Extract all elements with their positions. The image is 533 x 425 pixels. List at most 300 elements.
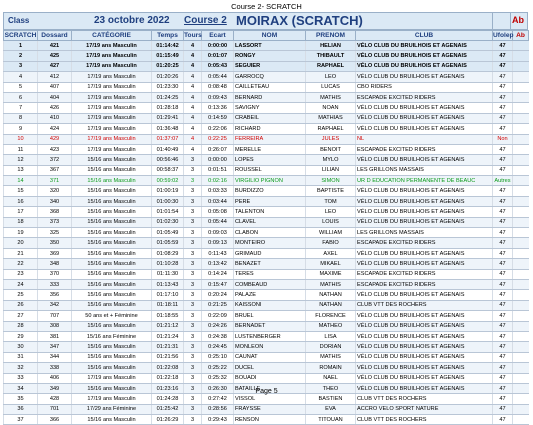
- bib-cell: 423: [38, 144, 72, 154]
- ufolep-cell: 47: [493, 300, 513, 310]
- club-cell: ESCAPADE EXCITED RIDERS: [356, 269, 493, 279]
- club-cell: VÉLO CLUB DU BRUILHOIS ET AGENAIS: [356, 217, 493, 227]
- ufolep-cell: 47: [493, 331, 513, 341]
- table-row: [4, 155, 529, 165]
- first-name-cell: NATHAN: [306, 300, 356, 310]
- last-name-cell: ROUSSEL: [234, 165, 306, 175]
- table-row: [4, 300, 529, 310]
- ufolep-cell: 47: [493, 155, 513, 165]
- laps-cell: 4: [184, 61, 202, 71]
- ab-cell: [513, 228, 529, 238]
- table-row: [4, 331, 529, 341]
- ab-cell: [513, 404, 529, 414]
- category-cell: 17/19 ans Masculin: [72, 51, 152, 61]
- club-cell: VÉLO CLUB DU BRUILHOIS ET AGENAIS: [356, 363, 493, 373]
- ab-cell: [513, 394, 529, 404]
- first-name-cell: RAPHAEL: [306, 124, 356, 134]
- col-header: NOM: [234, 31, 306, 41]
- table-row: [4, 186, 529, 196]
- bib-cell: 320: [38, 186, 72, 196]
- table-row: [4, 321, 529, 331]
- last-name-cell: CRABEIL: [234, 113, 306, 123]
- gap-cell: 0:08:48: [202, 82, 234, 92]
- table-row: [4, 217, 529, 227]
- gap-cell: 0:13:42: [202, 259, 234, 269]
- bib-cell: 347: [38, 342, 72, 352]
- first-name-cell: NOAN: [306, 103, 356, 113]
- category-cell: 50 ans et + Féminine: [72, 311, 152, 321]
- first-name-cell: BAPTISTE: [306, 186, 356, 196]
- laps-cell: 3: [184, 331, 202, 341]
- club-cell: VÉLO CLUB DU BRUILHOIS ET AGENAIS: [356, 186, 493, 196]
- ufolep-cell: 47: [493, 103, 513, 113]
- club-cell: VÉLO CLUB DU BRUILHOIS ET AGENAIS: [356, 321, 493, 331]
- bib-cell: 349: [38, 383, 72, 393]
- gap-cell: 0:09:13: [202, 238, 234, 248]
- laps-cell: 3: [184, 207, 202, 217]
- club-cell: VÉLO CLUB DU BRUILHOIS ET AGENAIS: [356, 352, 493, 362]
- table-row: [4, 176, 529, 186]
- gap-cell: 0:05:43: [202, 61, 234, 71]
- first-name-cell: EVA: [306, 404, 356, 414]
- bib-cell: 372: [38, 155, 72, 165]
- laps-cell: 3: [184, 373, 202, 383]
- ufolep-cell: 47: [493, 228, 513, 238]
- ufolep-cell: 47: [493, 196, 513, 206]
- table-row: [4, 165, 529, 175]
- rank-cell: 34: [4, 383, 38, 393]
- laps-cell: 4: [184, 92, 202, 102]
- gap-cell: 0:27:42: [202, 394, 234, 404]
- laps-cell: 4: [184, 41, 202, 51]
- ufolep-cell: 47: [493, 311, 513, 321]
- last-name-cell: CAILLETEAU: [234, 82, 306, 92]
- gap-cell: 0:03:44: [202, 196, 234, 206]
- last-name-cell: BATAILLE: [234, 383, 306, 393]
- category-cell: 15/16 ans Masculin: [72, 363, 152, 373]
- time-cell: 01:21:12: [152, 321, 184, 331]
- last-name-cell: BURDIZZO: [234, 186, 306, 196]
- ab-cell: [513, 186, 529, 196]
- bib-cell: 342: [38, 300, 72, 310]
- gap-cell: 0:22:09: [202, 311, 234, 321]
- time-cell: 01:22:18: [152, 373, 184, 383]
- gap-cell: 0:24:45: [202, 342, 234, 352]
- ufolep-cell: 47: [493, 352, 513, 362]
- bib-cell: 701: [38, 404, 72, 414]
- bib-cell: 366: [38, 415, 72, 425]
- first-name-cell: JULES: [306, 134, 356, 144]
- rank-cell: 36: [4, 404, 38, 414]
- bib-cell: 371: [38, 176, 72, 186]
- gap-cell: 0:26:30: [202, 383, 234, 393]
- first-name-cell: BENOIT: [306, 144, 356, 154]
- last-name-cell: KAISSONI: [234, 300, 306, 310]
- first-name-cell: MATHIS: [306, 279, 356, 289]
- ufolep-cell: 47: [493, 113, 513, 123]
- last-name-cell: CAUNAT: [234, 352, 306, 362]
- last-name-cell: BENAZET: [234, 259, 306, 269]
- club-cell: VÉLO CLUB DU BRUILHOIS ET AGENAIS: [356, 290, 493, 300]
- rank-cell: 14: [4, 176, 38, 186]
- category-cell: 17/19 ans Masculin: [72, 41, 152, 51]
- rank-cell: 6: [4, 92, 38, 102]
- rank-cell: 17: [4, 207, 38, 217]
- laps-cell: 3: [184, 352, 202, 362]
- title-banner: [3, 12, 528, 30]
- ab-cell: [513, 363, 529, 373]
- rank-cell: 23: [4, 269, 38, 279]
- results-table: [3, 30, 529, 425]
- ufolep-cell: 47: [493, 269, 513, 279]
- gap-cell: 0:00:00: [202, 155, 234, 165]
- last-name-cell: FRAYSSE: [234, 404, 306, 414]
- ab-cell: [513, 352, 529, 362]
- time-cell: 01:00:30: [152, 196, 184, 206]
- laps-cell: 4: [184, 103, 202, 113]
- table-row: [4, 72, 529, 82]
- gap-cell: 0:22:25: [202, 134, 234, 144]
- col-header: Ufolep: [493, 32, 514, 39]
- ufolep-cell: 47: [493, 415, 513, 425]
- ab-cell: [513, 155, 529, 165]
- bib-cell: 348: [38, 259, 72, 269]
- last-name-cell: RONGY: [234, 51, 306, 61]
- first-name-cell: FLORENCE: [306, 311, 356, 321]
- first-name-cell: RAPHAEL: [306, 61, 356, 71]
- bib-cell: 350: [38, 238, 72, 248]
- laps-cell: 4: [184, 51, 202, 61]
- category-cell: 15/16 ans Masculin: [72, 290, 152, 300]
- first-name-cell: SIMON: [306, 176, 356, 186]
- laps-cell: 3: [184, 269, 202, 279]
- ab-cell: [513, 61, 529, 71]
- gap-cell: 0:22:06: [202, 124, 234, 134]
- time-cell: 01:01:54: [152, 207, 184, 217]
- col-header: Temps: [152, 31, 184, 41]
- bib-cell: 406: [38, 373, 72, 383]
- table-row: [4, 279, 529, 289]
- bib-cell: 356: [38, 290, 72, 300]
- bib-cell: 425: [38, 51, 72, 61]
- table-row: [4, 92, 529, 102]
- time-cell: 01:21:24: [152, 331, 184, 341]
- time-cell: 01:02:30: [152, 217, 184, 227]
- laps-cell: 3: [184, 248, 202, 258]
- ab-cell: [513, 165, 529, 175]
- last-name-cell: RENSON: [234, 415, 306, 425]
- bib-cell: 381: [38, 331, 72, 341]
- ab-cell: [513, 248, 529, 258]
- table-row: [4, 134, 529, 144]
- rank-cell: 24: [4, 279, 38, 289]
- category-cell: 15/16 ans Masculin: [72, 207, 152, 217]
- bib-cell: 369: [38, 248, 72, 258]
- rank-cell: 5: [4, 82, 38, 92]
- ufolep-cell: 47: [493, 82, 513, 92]
- ufolep-cell: 47: [493, 373, 513, 383]
- club-cell: NL: [356, 134, 493, 144]
- time-cell: 01:17:10: [152, 290, 184, 300]
- first-name-cell: MATHIS: [306, 352, 356, 362]
- laps-cell: 3: [184, 415, 202, 425]
- bib-cell: 428: [38, 394, 72, 404]
- rank-cell: 13: [4, 165, 38, 175]
- first-name-cell: MIKAEL: [306, 259, 356, 269]
- ufolep-cell: 47: [493, 217, 513, 227]
- table-row: [4, 259, 529, 269]
- time-cell: 01:21:56: [152, 352, 184, 362]
- course-label: Course 2: [184, 15, 227, 26]
- gap-cell: 0:09:03: [202, 228, 234, 238]
- rank-cell: 35: [4, 394, 38, 404]
- laps-cell: 3: [184, 259, 202, 269]
- table-row: [4, 124, 529, 134]
- bib-cell: 368: [38, 207, 72, 217]
- time-cell: 01:24:25: [152, 92, 184, 102]
- ufolep-cell: 47: [493, 165, 513, 175]
- last-name-cell: CLABON: [234, 228, 306, 238]
- gap-cell: 0:25:10: [202, 352, 234, 362]
- table-row: [4, 61, 529, 71]
- first-name-cell: HELIAN: [306, 41, 356, 51]
- table-row: [4, 404, 529, 414]
- laps-cell: 3: [184, 404, 202, 414]
- time-cell: 01:10:28: [152, 259, 184, 269]
- laps-cell: 3: [184, 383, 202, 393]
- category-cell: 17/19 ans Masculin: [72, 113, 152, 123]
- gap-cell: 0:13:36: [202, 103, 234, 113]
- table-row: [4, 196, 529, 206]
- ab-cell: [513, 331, 529, 341]
- gap-cell: 0:02:16: [202, 176, 234, 186]
- gap-cell: 0:00:00: [202, 41, 234, 51]
- bib-cell: 426: [38, 103, 72, 113]
- first-name-cell: THEO: [306, 383, 356, 393]
- laps-cell: 3: [184, 217, 202, 227]
- laps-cell: 3: [184, 311, 202, 321]
- first-name-cell: TITOUAN: [306, 415, 356, 425]
- ufolep-cell: 47: [493, 61, 513, 71]
- ab-cell: [513, 373, 529, 383]
- ufolep-cell: 47: [493, 72, 513, 82]
- rank-cell: 16: [4, 196, 38, 206]
- col-header: Ab: [513, 31, 529, 41]
- time-cell: 01:15:49: [152, 51, 184, 61]
- last-name-cell: LUSTENBERGER: [234, 331, 306, 341]
- bib-cell: 427: [38, 61, 72, 71]
- first-name-cell: MATHEO: [306, 321, 356, 331]
- ufolep-cell: 47: [493, 238, 513, 248]
- rank-cell: 20: [4, 238, 38, 248]
- time-cell: 01:11:30: [152, 269, 184, 279]
- rank-cell: 7: [4, 103, 38, 113]
- first-name-cell: LEO: [306, 207, 356, 217]
- category-cell: 15/16 ans Masculin: [72, 321, 152, 331]
- time-cell: 01:25:42: [152, 404, 184, 414]
- rank-cell: 31: [4, 352, 38, 362]
- ab-cell: [513, 72, 529, 82]
- laps-cell: 3: [184, 228, 202, 238]
- bib-cell: 429: [38, 134, 72, 144]
- last-name-cell: DUCEL: [234, 363, 306, 373]
- time-cell: 00:58:37: [152, 165, 184, 175]
- banner-divider: [492, 13, 493, 29]
- category-cell: 17/29 ans Féminine: [72, 404, 152, 414]
- time-cell: 01:24:28: [152, 394, 184, 404]
- gap-cell: 0:25:32: [202, 373, 234, 383]
- ufolep-cell: 47: [493, 248, 513, 258]
- table-row: [4, 373, 529, 383]
- last-name-cell: MONTEIRO: [234, 238, 306, 248]
- laps-cell: 3: [184, 300, 202, 310]
- ufolep-cell: Non: [493, 134, 513, 144]
- rank-cell: 18: [4, 217, 38, 227]
- gap-cell: 0:26:07: [202, 144, 234, 154]
- table-row: [4, 238, 529, 248]
- time-cell: 01:23:30: [152, 82, 184, 92]
- last-name-cell: CLAVEL: [234, 217, 306, 227]
- bib-cell: 407: [38, 82, 72, 92]
- first-name-cell: LEO: [306, 72, 356, 82]
- club-cell: VÉLO CLUB DU BRUILHOIS ET AGENAIS: [356, 259, 493, 269]
- table-row: [4, 415, 529, 425]
- ab-cell: [513, 51, 529, 61]
- ab-cell: [513, 144, 529, 154]
- ab-cell: [513, 113, 529, 123]
- gap-cell: 0:24:26: [202, 321, 234, 331]
- table-row: [4, 269, 529, 279]
- club-cell: VÉLO CLUB DU BRUILHOIS ET AGENAIS: [356, 207, 493, 217]
- bib-cell: 325: [38, 228, 72, 238]
- bib-cell: 370: [38, 269, 72, 279]
- col-header: Ecart: [202, 31, 234, 41]
- laps-cell: 3: [184, 165, 202, 175]
- table-row: [4, 248, 529, 258]
- ab-cell: [513, 238, 529, 248]
- bib-cell: 421: [38, 41, 72, 51]
- last-name-cell: GRIMAUD: [234, 248, 306, 258]
- club-cell: UR D EDUCATION PERMANENTE DE BEAUC: [356, 176, 493, 186]
- col-header: CATÉGORIE: [72, 31, 152, 41]
- category-cell: 15/16 ans Masculin: [72, 415, 152, 425]
- club-cell: VÉLO CLUB DU BRUILHOIS ET AGENAIS: [356, 113, 493, 123]
- laps-cell: 4: [184, 134, 202, 144]
- club-cell: VÉLO CLUB DU BRUILHOIS ET AGENAIS: [356, 196, 493, 206]
- page-caption: Course 2- SCRATCH: [231, 2, 302, 11]
- time-cell: 01:18:11: [152, 300, 184, 310]
- club-cell: VÉLO CLUB DU BRUILHOIS ET AGENAIS: [356, 331, 493, 341]
- gap-cell: 0:09:43: [202, 92, 234, 102]
- category-cell: 15/16 ans Masculin: [72, 196, 152, 206]
- race-date: 23 octobre 2022: [94, 15, 170, 26]
- laps-cell: 3: [184, 238, 202, 248]
- rank-cell: 37: [4, 415, 38, 425]
- table-row: [4, 290, 529, 300]
- category-cell: 15/16 ans Masculin: [72, 352, 152, 362]
- gap-cell: 0:24:38: [202, 331, 234, 341]
- table-row: [4, 144, 529, 154]
- ufolep-cell: 47: [493, 342, 513, 352]
- ufolep-cell: 47: [493, 186, 513, 196]
- ufolep-cell: Autres: [493, 176, 513, 186]
- club-cell: LES GRILLONS MASSAIS: [356, 165, 493, 175]
- col-header: Tours: [184, 32, 202, 39]
- bib-cell: 367: [38, 165, 72, 175]
- first-name-cell: MATHIAS: [306, 113, 356, 123]
- club-cell: CBO RIDERS: [356, 82, 493, 92]
- time-cell: 01:37:07: [152, 134, 184, 144]
- category-cell: 17/19 ans Masculin: [72, 394, 152, 404]
- first-name-cell: WILLIAM: [306, 228, 356, 238]
- table-row: [4, 51, 529, 61]
- ufolep-cell: 47: [493, 383, 513, 393]
- time-cell: 01:29:41: [152, 113, 184, 123]
- last-name-cell: TERES: [234, 269, 306, 279]
- first-name-cell: LOUIS: [306, 217, 356, 227]
- laps-cell: 4: [184, 144, 202, 154]
- club-cell: LES GRILLONS MASSAIS: [356, 228, 493, 238]
- category-cell: 15/16 ans Masculin: [72, 259, 152, 269]
- time-cell: 01:05:49: [152, 228, 184, 238]
- category-cell: 15/16 ans Masculin: [72, 279, 152, 289]
- last-name-cell: FERREIRA: [234, 134, 306, 144]
- table-row: [4, 352, 529, 362]
- club-cell: VÉLO CLUB DU BRUILHOIS ET AGENAIS: [356, 342, 493, 352]
- gap-cell: 0:28:56: [202, 404, 234, 414]
- gap-cell: 0:01:51: [202, 165, 234, 175]
- last-name-cell: SAVIGNY: [234, 103, 306, 113]
- category-cell: 15/16 ans Masculin: [72, 269, 152, 279]
- last-name-cell: VIRGILIO PIGNON: [234, 176, 306, 186]
- bib-cell: 344: [38, 352, 72, 362]
- rank-cell: 9: [4, 124, 38, 134]
- bib-cell: 404: [38, 92, 72, 102]
- rank-cell: 3: [4, 61, 38, 71]
- ufolep-cell: 47: [493, 394, 513, 404]
- time-cell: 01:14:42: [152, 41, 184, 51]
- category-cell: 17/19 ans Masculin: [72, 134, 152, 144]
- rank-cell: 10: [4, 134, 38, 144]
- last-name-cell: MONLEON: [234, 342, 306, 352]
- abandon-label: Ab: [512, 15, 524, 25]
- time-cell: 01:20:25: [152, 61, 184, 71]
- last-name-cell: BERNARD: [234, 92, 306, 102]
- bib-cell: 707: [38, 311, 72, 321]
- rank-cell: 1: [4, 41, 38, 51]
- first-name-cell: NATHAN: [306, 290, 356, 300]
- time-cell: 01:22:08: [152, 363, 184, 373]
- last-name-cell: MERELLE: [234, 144, 306, 154]
- ab-cell: [513, 279, 529, 289]
- club-cell: ESCAPADE EXCITED RIDERS: [356, 279, 493, 289]
- gap-cell: 0:01:07: [202, 51, 234, 61]
- bib-cell: 340: [38, 196, 72, 206]
- category-cell: 15/16 ans Masculin: [72, 155, 152, 165]
- laps-cell: 4: [184, 113, 202, 123]
- club-cell: CLUB VTT DES ROCHERS: [356, 415, 493, 425]
- first-name-cell: FABIO: [306, 238, 356, 248]
- first-name-cell: NAEL: [306, 373, 356, 383]
- last-name-cell: BRUEL: [234, 311, 306, 321]
- rank-cell: 21: [4, 248, 38, 258]
- col-header: SCRATCH: [4, 32, 37, 39]
- gap-cell: 0:05:44: [202, 217, 234, 227]
- gap-cell: 0:03:33: [202, 186, 234, 196]
- bib-cell: 373: [38, 217, 72, 227]
- first-name-cell: THIBAULT: [306, 51, 356, 61]
- ufolep-cell: 47: [493, 259, 513, 269]
